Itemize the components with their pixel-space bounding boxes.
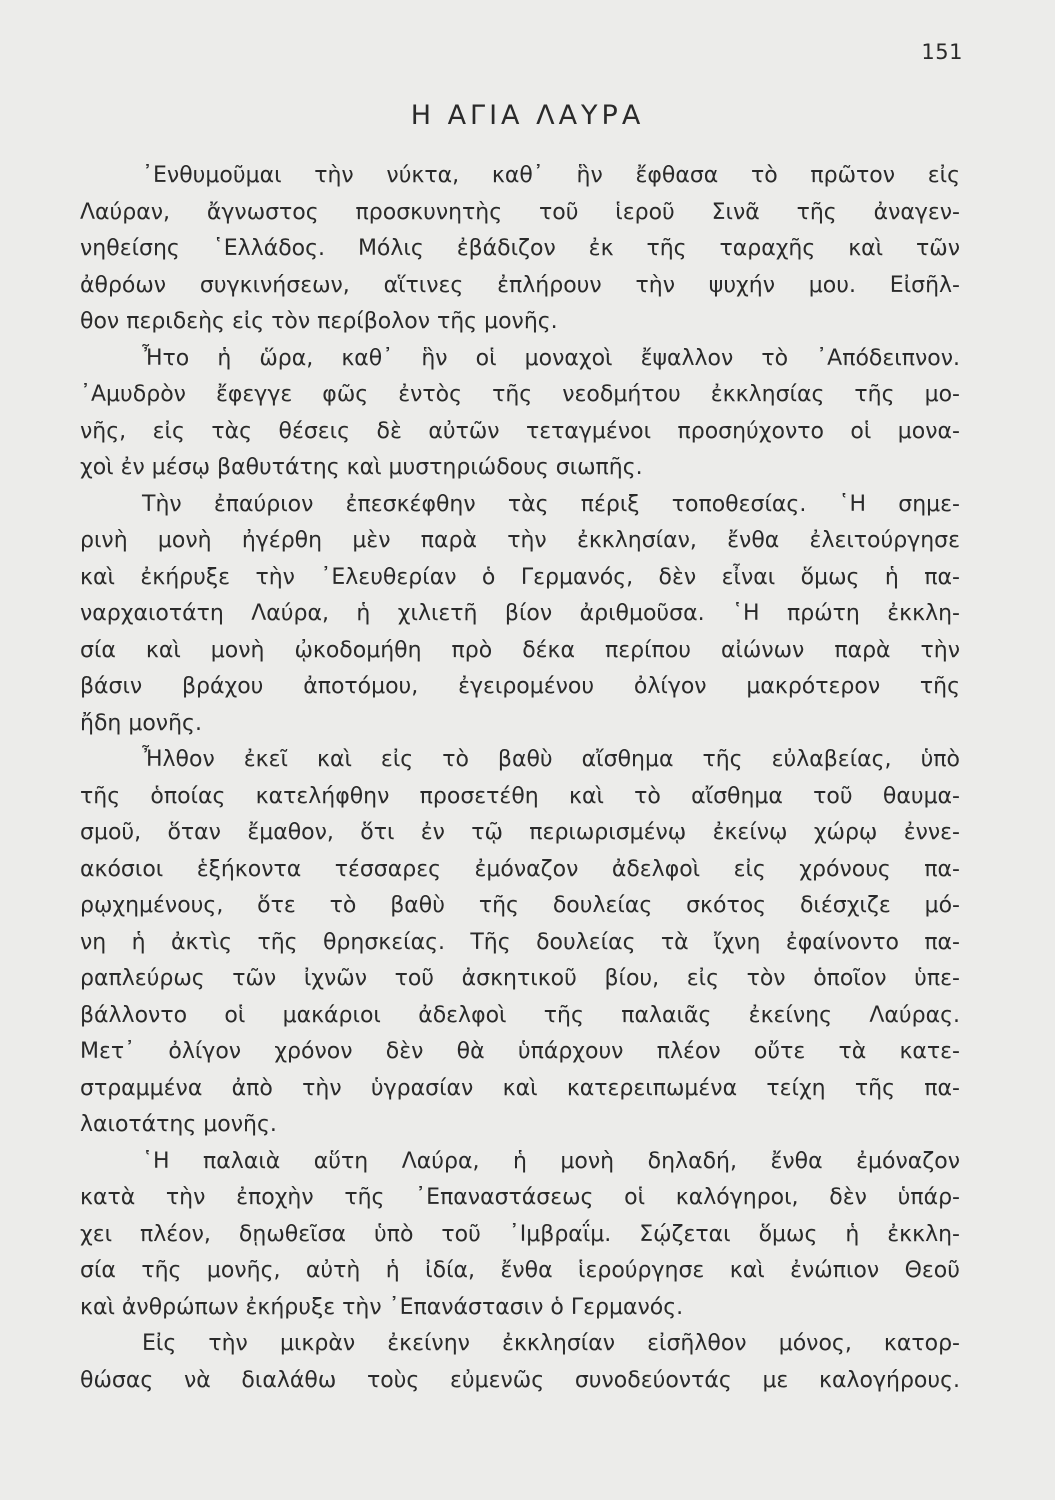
text-line: καὶ ἀνθρώπων ἐκήρυξε τὴν ᾿Επανάστασιν ὁ Γερμανός.	[80, 1294, 684, 1320]
text-line: στραμμένα ἀπὸ τὴν ὑγρασίαν καὶ κατερειπωμένα τείχη τῆς πα-	[80, 1075, 960, 1101]
text-line: νηθείσης ῾Ελλάδος. Μόλις ἐβάδιζον ἐκ τῆς ταραχῆς καὶ τῶν	[80, 236, 960, 261]
text-line: χει πλέον, δῃωθεῖσα ὑπὸ τοῦ ᾿Ιμβραΐμ. Σῴζεται ὅμως ἡ ἐκκλη-	[80, 1221, 960, 1247]
text-line: ᾿Ενθυμοῦμαι τὴν νύκτα, καθ᾿ ἣν ἔφθασα τὸ πρῶτον εἰς	[142, 163, 960, 188]
text-line: κατὰ τὴν ἐποχὴν τῆς ᾿Επαναστάσεως οἱ καλόγηροι, δὲν ὑπάρ-	[80, 1185, 960, 1210]
text-line: βάλλοντο οἱ μακάριοι ἀδελφοὶ τῆς παλαιᾶς ἐκείνης Λαύρας.	[80, 1002, 960, 1028]
text-line: καὶ ἐκήρυξε τὴν ᾿Ελευθερίαν ὁ Γερμανός, δὲν εἶναι ὅμως ἡ πα-	[80, 564, 960, 590]
text-line: Εἰς τὴν μικρὰν ἐκείνην ἐκκλησίαν εἰσῆλθον μόνος, κατορ-	[142, 1331, 960, 1356]
text-line: ραπλεύρως τῶν ἰχνῶν τοῦ ἀσκητικοῦ βίου, εἰς τὸν ὁποῖον ὑπε-	[80, 966, 960, 991]
text-line: ρῳχημένους, ὅτε τὸ βαθὺ τῆς δουλείας σκότος διέσχιζε μό-	[80, 893, 960, 918]
text-line: Τὴν ἐπαύριον ἐπεσκέφθην τὰς πέριξ τοποθεσίας. ῾Η σημε-	[142, 491, 960, 517]
text-line: σία τῆς μονῆς, αὐτὴ ἡ ἰδία, ἔνθα ἱερούργησε καὶ ἐνώπιον Θεοῦ	[80, 1258, 960, 1283]
text-line: ἀθρόων συγκινήσεων, αἵτινες ἐπλήρουν τὴν ψυχήν μου. Εἰσῆλ-	[80, 272, 960, 298]
page-number: 151	[921, 40, 963, 64]
text-line: θώσας νὰ διαλάθω τοὺς εὐμενῶς συνοδεύοντάς με καλογήρους.	[80, 1367, 960, 1393]
text-line: χοὶ ἐν μέσῳ βαθυτάτης καὶ μυστηριώδους σιωπῆς.	[80, 455, 643, 480]
body-text	[80, 158, 960, 1399]
text-line: ῾Η παλαιὰ αὕτη Λαύρα, ἡ μονὴ δηλαδή, ἔνθα ἐμόναζον	[142, 1148, 960, 1174]
text-line: ᾿Αμυδρὸν ἔφεγγε φῶς ἐντὸς τῆς νεοδμήτου ἐκκλησίας τῆς μο-	[80, 382, 960, 407]
text-line: βάσιν βράχου ἀποτόμου, ἐγειρομένου ὀλίγον μακρότερον τῆς	[80, 674, 960, 699]
text-line: λαιοτάτης μονῆς.	[80, 1112, 277, 1137]
text-line: τῆς ὁποίας κατελήφθην προσετέθη καὶ τὸ αἴσθημα τοῦ θαυμα-	[80, 783, 960, 809]
text-line: ναρχαιοτάτη Λαύρα, ἡ χιλιετῆ βίον ἀριθμοῦσα. ῾Η πρώτη ἐκκλη-	[80, 601, 960, 626]
text-line: Ἦλθον ἐκεῖ καὶ εἰς τὸ βαθὺ αἴσθημα τῆς εὐλαβείας, ὑπὸ	[142, 747, 960, 772]
chapter-title: Η ΑΓΙΑ ΛΑΥΡΑ	[410, 100, 645, 131]
text-line: Λαύραν, ἄγνωστος προσκυνητὴς τοῦ ἱεροῦ Σινᾶ τῆς ἀναγεν-	[80, 199, 960, 225]
text-line: νῆς, εἰς τὰς θέσεις δὲ αὐτῶν τεταγμένοι προσηύχοντο οἱ μονα-	[80, 418, 960, 444]
text-line: Ἦτο ἡ ὥρα, καθ᾿ ἣν οἱ μοναχοὶ ἔψαλλον τὸ ᾿Απόδειπνον.	[142, 345, 960, 371]
text-line: νη ἡ ἀκτὶς τῆς θρησκείας. Τῆς δουλείας τὰ ἴχνη ἐφαίνοντο πα-	[80, 929, 960, 955]
text-line: Μετ᾿ ὀλίγον χρόνον δὲν θὰ ὑπάρχουν πλέον οὔτε τὰ κατε-	[80, 1039, 960, 1064]
text-line: ακόσιοι ἑξήκοντα τέσσαρες ἐμόναζον ἀδελφοὶ εἰς χρόνους πα-	[80, 856, 960, 882]
text-line: σία καὶ μονὴ ᾠκοδομήθη πρὸ δέκα περίπου αἰώνων παρὰ τὴν	[80, 637, 960, 663]
text-line: ρινὴ μονὴ ἠγέρθη μὲν παρὰ τὴν ἐκκλησίαν, ἔνθα ἐλειτούργησε	[80, 528, 960, 553]
text-line: ἤδη μονῆς.	[80, 710, 202, 736]
text-line: θον περιδεὴς εἰς τὸν περίβολον τῆς μονῆς.	[80, 309, 558, 334]
text-line: σμοῦ, ὅταν ἔμαθον, ὅτι ἐν τῷ περιωρισμένῳ ἐκείνῳ χώρῳ ἐννε-	[80, 820, 960, 845]
